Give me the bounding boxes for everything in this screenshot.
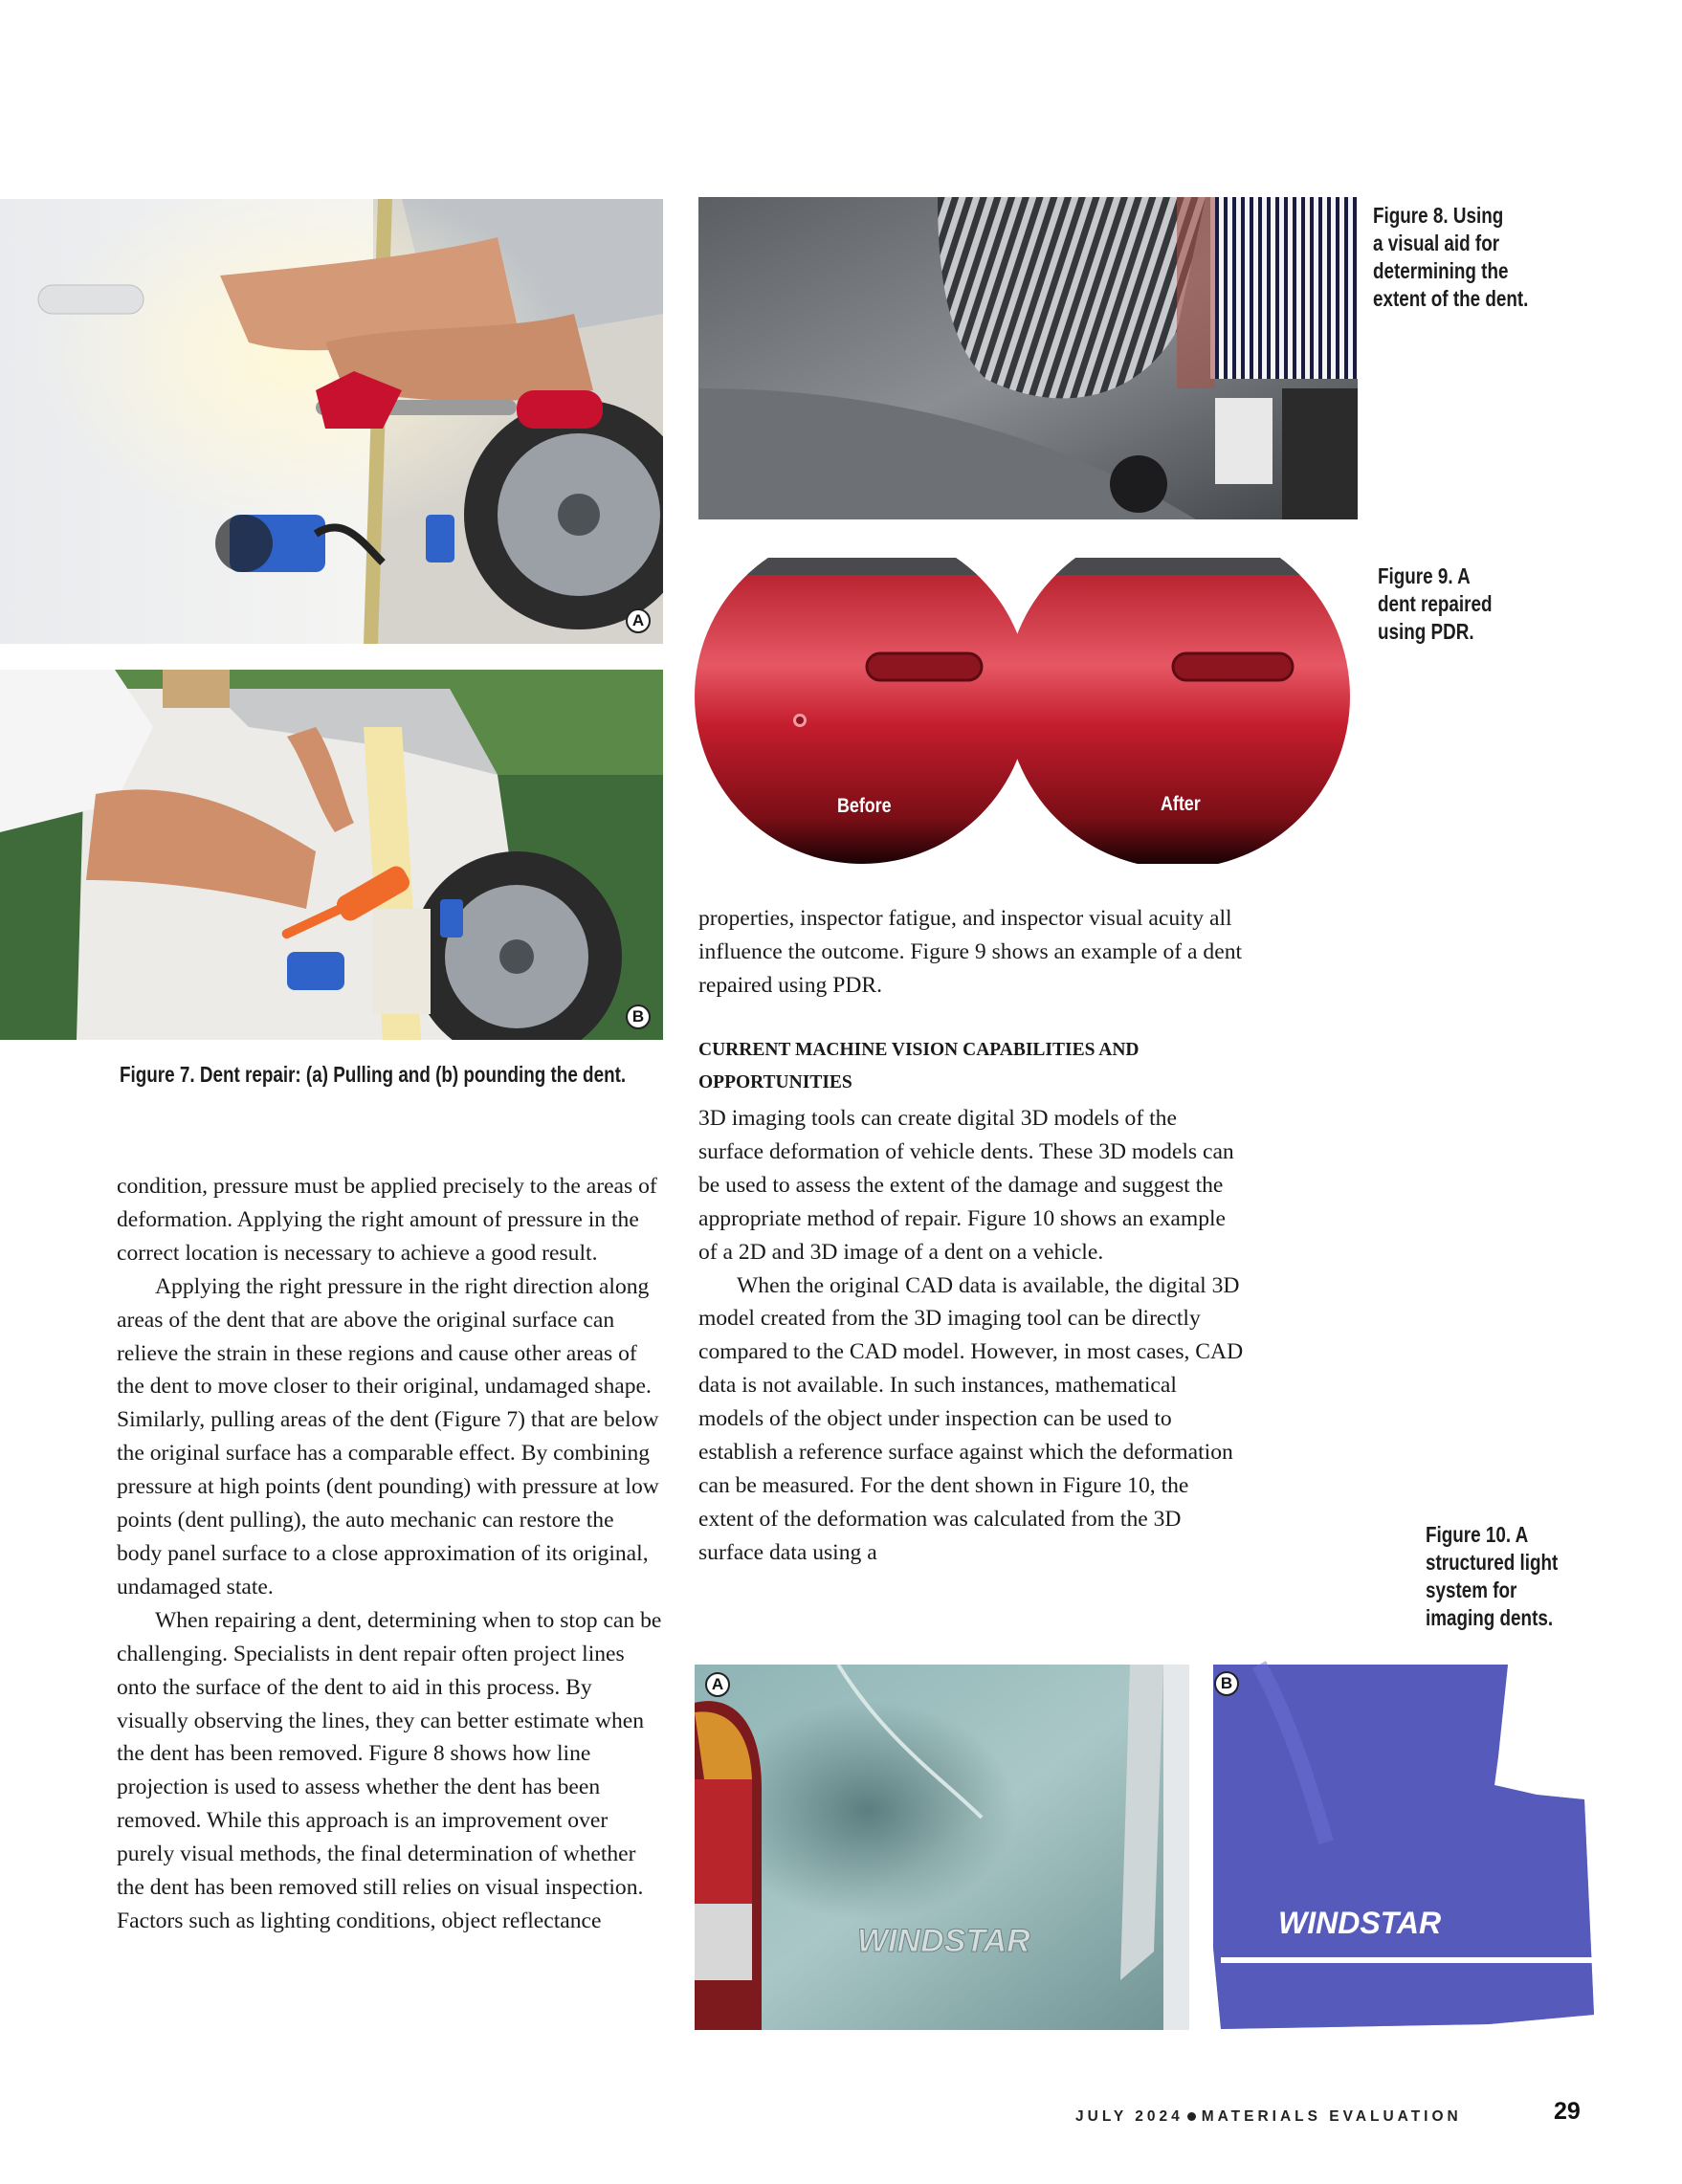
figure-8-caption-line: Figure 8. Using xyxy=(1373,203,1504,228)
footer-bullet xyxy=(1187,2112,1196,2121)
page-number: 29 xyxy=(1554,2098,1581,2125)
figure-8-caption-line: a visual aid for xyxy=(1373,231,1500,255)
figure-8-photo xyxy=(698,197,1358,519)
figure-10a-badge: A xyxy=(705,1672,730,1697)
section-heading: CURRENT MACHINE VISION CAPABILITIES AND OPPORTUNITIES xyxy=(698,1040,1140,1092)
figure-10-caption xyxy=(1426,1521,1558,1632)
right-paragraph: 3D imaging tools can create digital 3D models of the surface deformation of vehicle dents. These 3D models can be used to assess the extent of the damage and suggest the appropriate method of repair. Figure 10 shows an example of a 2D and 3D image of a dent on a vehicle. xyxy=(698,1106,1234,1265)
footer-issue: JULY 2024 xyxy=(1075,2108,1184,2125)
figure-10-caption-line: structured light xyxy=(1426,1550,1559,1575)
figure-9-caption-line: using PDR. xyxy=(1378,619,1474,644)
figure-9-caption-line: dent repaired xyxy=(1378,591,1493,616)
left-paragraph: condition, pressure must be applied precisely to the areas of deformation. Applying the right amount of pressure in the correct location is necessary to achieve a good result. xyxy=(117,1174,657,1266)
left-column xyxy=(117,1170,662,1938)
figure-8-caption-line: determining the xyxy=(1373,258,1509,283)
left-paragraph: When repairing a dent, determining when to stop can be challenging. Specialists in dent repair often project lines onto the surface of the dent to aid in this process. By visually observing the lines, they can better estimate when the dent has been removed. Figure 8 shows how line projection is used to assess whether the dent has been removed. While this approach is an improvement over purely visual methods, the final determination of whether the dent has been removed still relies on visual inspection. Factors such as lighting conditions, object reflectance xyxy=(117,1607,662,1933)
page-footer xyxy=(1075,2108,1462,2126)
figure-10-caption-line: Figure 10. A xyxy=(1426,1522,1529,1547)
figure-10a-emblem: WINDSTAR xyxy=(857,1923,1030,1959)
left-paragraph: Applying the right pressure in the right direction along areas of the dent that are above the original surface can relieve the strain in these regions and cause other areas of the dent to move closer to their original, undamaged shape. Similarly, pulling areas of the dent (Figure 7) that are below the original surface has a comparable effect. By combining pressure at high points (dent pounding) with pressure at low points (dent pulling), the auto mechanic can restore the body panel surface to a close approximation of its original, undamaged state. xyxy=(117,1273,659,1599)
figure-7a-photo xyxy=(0,199,663,644)
figure-10b-badge: B xyxy=(1214,1671,1239,1696)
figure-10b-photo xyxy=(1202,1661,1602,2032)
figure-9-after-label: After xyxy=(1161,793,1201,815)
footer-publication: MATERIALS EVALUATION xyxy=(1201,2108,1462,2125)
figure-10-caption-line: imaging dents. xyxy=(1426,1605,1554,1630)
figure-7b-photo xyxy=(0,670,663,1040)
right-intro-paragraph: properties, inspector fatigue, and inspector visual acuity all influence the outcome. Figure 9 shows an example of a dent repaired using PDR. xyxy=(698,906,1243,998)
figure-9-photo xyxy=(695,558,1353,864)
figure-10a-photo xyxy=(695,1665,1189,2030)
figure-10-caption-line: system for xyxy=(1426,1577,1517,1602)
figure-7-caption: Figure 7. Dent repair: (a) Pulling and (b) pounding the dent. xyxy=(120,1062,627,1087)
right-column-intro xyxy=(698,902,1246,1003)
figure-7a-badge: A xyxy=(626,608,651,633)
right-paragraph: When the original CAD data is available, the digital 3D model created from the 3D imaging tool can be directly compared to the CAD model. However, in most cases, CAD data is not available. In such instances, mathematical models of the object under inspection can be used to establish a reference surface against which the deformation can be measured. For the dent shown in Figure 10, the extent of the deformation was calculated from the 3D surface data using a xyxy=(698,1272,1244,1565)
figure-10b-emblem: WINDSTAR xyxy=(1278,1906,1442,1940)
right-column xyxy=(698,1102,1246,1570)
figure-8-caption-line: extent of the dent. xyxy=(1373,286,1529,311)
figure-9-before-label: Before xyxy=(837,795,892,817)
figure-9-caption-line: Figure 9. A xyxy=(1378,563,1471,588)
figure-8-caption xyxy=(1373,202,1528,313)
figure-7b-badge: B xyxy=(626,1004,651,1029)
figure-9-caption xyxy=(1378,563,1492,646)
